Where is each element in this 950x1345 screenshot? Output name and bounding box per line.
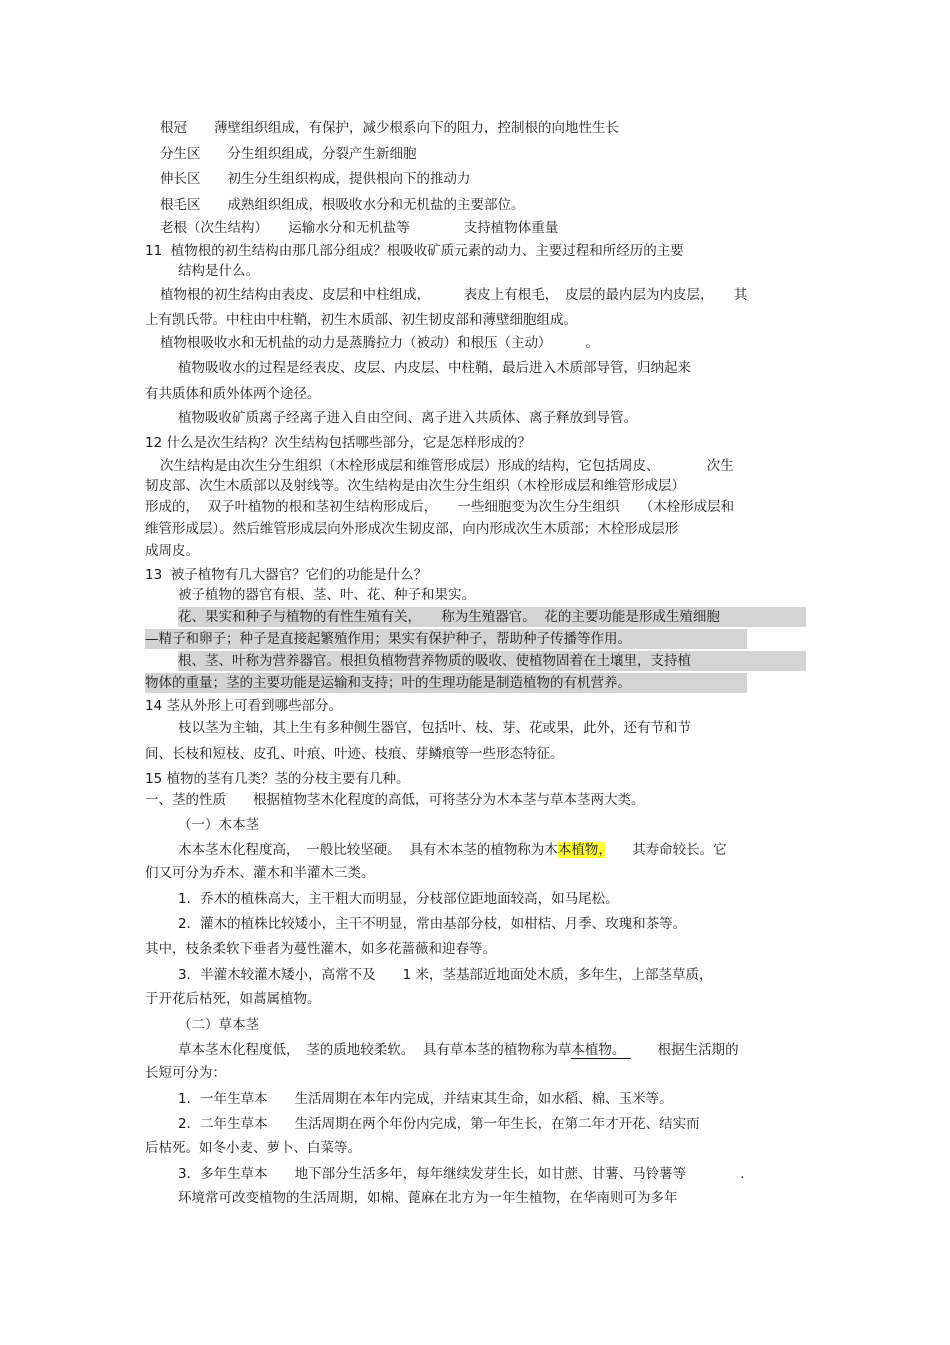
subsection-heading: （二）草本茎 xyxy=(178,1017,259,1033)
question-heading: 11 植物根的初生结构由那几部分组成？根吸收矿质元素的动力、主要过程和所经历的主要 xyxy=(145,243,684,259)
text-line: 分生区 分生组织组成，分裂产生新细胞 xyxy=(160,146,417,162)
text-line: 形成的， 双子叶植物的根和茎初生结构形成后， 一些细胞变为次生分生组织 （木栓形成层和 xyxy=(145,499,735,515)
list-item: 2．二年生草本 生活周期在两个年份内完成，第一年生长，在第二年才开花、结实而 xyxy=(178,1116,700,1132)
text-line: 被子植物的器官有根、茎、叶、花、种子和果实。 xyxy=(178,587,475,603)
question-heading: 12 什么是次生结构？次生结构包括哪些部分，它是怎样形成的？ xyxy=(145,435,531,451)
yellow-highlight: 本植物， xyxy=(557,842,606,858)
text-line: 其中，枝条柔软下垂者为蔓性灌木，如多花蔷薇和迎春等。 xyxy=(145,941,496,957)
text-line: 伸长区 初生分生组织构成，提供根向下的推动力 xyxy=(160,171,471,187)
underlined-term: 本植物。 xyxy=(571,1042,630,1059)
text-line: 们又可分为乔木、灌木和半灌木三类。 xyxy=(145,865,375,881)
text-line: 结构是什么。 xyxy=(178,263,259,279)
text-line: 老根（次生结构） 运输水分和无机盐等 支持植物体重量 xyxy=(160,220,559,236)
list-item: 3．半灌木较灌木矮小，高常不及 1 米，茎基部近地面处木质，多年生，上部茎草质， xyxy=(178,967,713,983)
text-segment: 草本茎木化程度低， 茎的质地较柔软。 具有草本茎的植物称为草 xyxy=(178,1042,572,1058)
text-segment: 其寿命较长。它 xyxy=(605,842,727,858)
question-heading: 15 植物的茎有几类？茎的分枝主要有几种。 xyxy=(145,771,410,787)
text-line: 植物吸收水的过程是经表皮、皮层、内皮层、中柱鞘，最后进入木质部导管，归纳起来 xyxy=(178,360,691,376)
highlighted-line: 根、茎、叶称为营养器官。根担负植物营养物质的吸收、使植物固着在土壤里，支持植 xyxy=(178,651,806,671)
text-line: 枝以茎为主轴，其上生有多种侧生器官，包括叶、枝、芽、花或果，此外，还有节和节 xyxy=(178,720,691,736)
text-segment: 木本茎木化程度高， 一般比较坚硬。 具有木本茎的植物称为木 xyxy=(178,842,558,858)
text-line: 根冠 薄壁组织组成，有保护，减少根系向下的阻力，控制根的向地性生长 xyxy=(160,120,619,136)
subsection-heading: （一）木本茎 xyxy=(178,817,259,833)
text-line: 次生结构是由次生分生组织（木栓形成层和维管形成层）形成的结构，它包括周皮、 次生 xyxy=(160,458,734,474)
highlighted-line: 花、果实和种子与植物的有性生殖有关， 称为生殖器官。 花的主要功能是形成生殖细胞 xyxy=(178,607,806,627)
text-line: 有共质体和质外体两个途径。 xyxy=(145,386,321,402)
text-line: 上有凯氏带。中柱由中柱鞘，初生木质部、初生韧皮部和薄壁细胞组成。 xyxy=(145,312,577,328)
text-line: 成周皮。 xyxy=(145,543,199,559)
text-line: 间、长枝和短枝、皮孔、叶痕、叶迹、枝痕、芽鳞痕等一些形态特征。 xyxy=(145,746,564,762)
text-line: 韧皮部、次生木质部以及射线等。次生结构是由次生分生组织（木栓形成层和维管形成层） xyxy=(145,478,685,494)
list-item: 3．多年生草本 地下部分生活多年，每年继续发芽生长，如甘蔗、甘薯、马铃薯等 . xyxy=(178,1166,745,1182)
list-item: 1．乔木的植株高大，主干粗大而明显，分枝部位距地面较高，如马尾松。 xyxy=(178,891,619,907)
text-line: 后枯死。如冬小麦、萝卜、白菜等。 xyxy=(145,1140,361,1156)
question-heading: 13 被子植物有几大器官？它们的功能是什么？ xyxy=(145,567,428,583)
list-item: 1．一年生草本 生活周期在本年内完成，并结束其生命，如水稻、棉、玉米等。 xyxy=(178,1091,673,1107)
text-line: 根毛区 成熟组织组成，根吸收水分和无机盐的主要部位。 xyxy=(160,197,525,213)
text-line: 于开花后枯死，如蒿属植物。 xyxy=(145,991,321,1007)
text-line: 植物根的初生结构由表皮、皮层和中柱组成， 表皮上有根毛， 皮层的最内层为内皮层， 其 xyxy=(160,287,748,303)
highlighted-line: —精子和卵子；种子是直接起繁殖作用；果实有保护种子，帮助种子传播等作用。 xyxy=(145,629,747,649)
text-line: 长短可分为： xyxy=(145,1065,226,1081)
list-item: 2．灌木的植株比较矮小，主干不明显，常由基部分枝，如柑桔、月季、玫瑰和茶等。 xyxy=(178,916,687,932)
text-line: 植物吸收矿质离子经离子进入自由空间、离子进入共质体、离子释放到导管。 xyxy=(178,410,637,426)
text-segment: 根据生活期的 xyxy=(630,1042,739,1058)
text-line xyxy=(178,840,727,860)
text-line: 植物根吸收水和无机盐的动力是蒸腾拉力（被动）和根压（主动） 。 xyxy=(160,335,599,351)
text-line: 环境常可改变植物的生活周期，如棉、蓖麻在北方为一年生植物，在华南则可为多年 xyxy=(178,1190,678,1206)
text-line xyxy=(178,1040,739,1060)
section-heading: 一、茎的性质 根据植物茎木化程度的高低，可将茎分为木本茎与草本茎两大类。 xyxy=(145,792,645,808)
question-heading: 14 茎从外形上可看到哪些部分。 xyxy=(145,698,342,714)
text-line: 维管形成层）。然后维管形成层向外形成次生韧皮部，向内形成次生木质部；木栓形成层形 xyxy=(145,521,679,537)
highlighted-line: 物体的重量；茎的主要功能是运输和支持；叶的生理功能是制造植物的有机营养。 xyxy=(145,673,747,693)
